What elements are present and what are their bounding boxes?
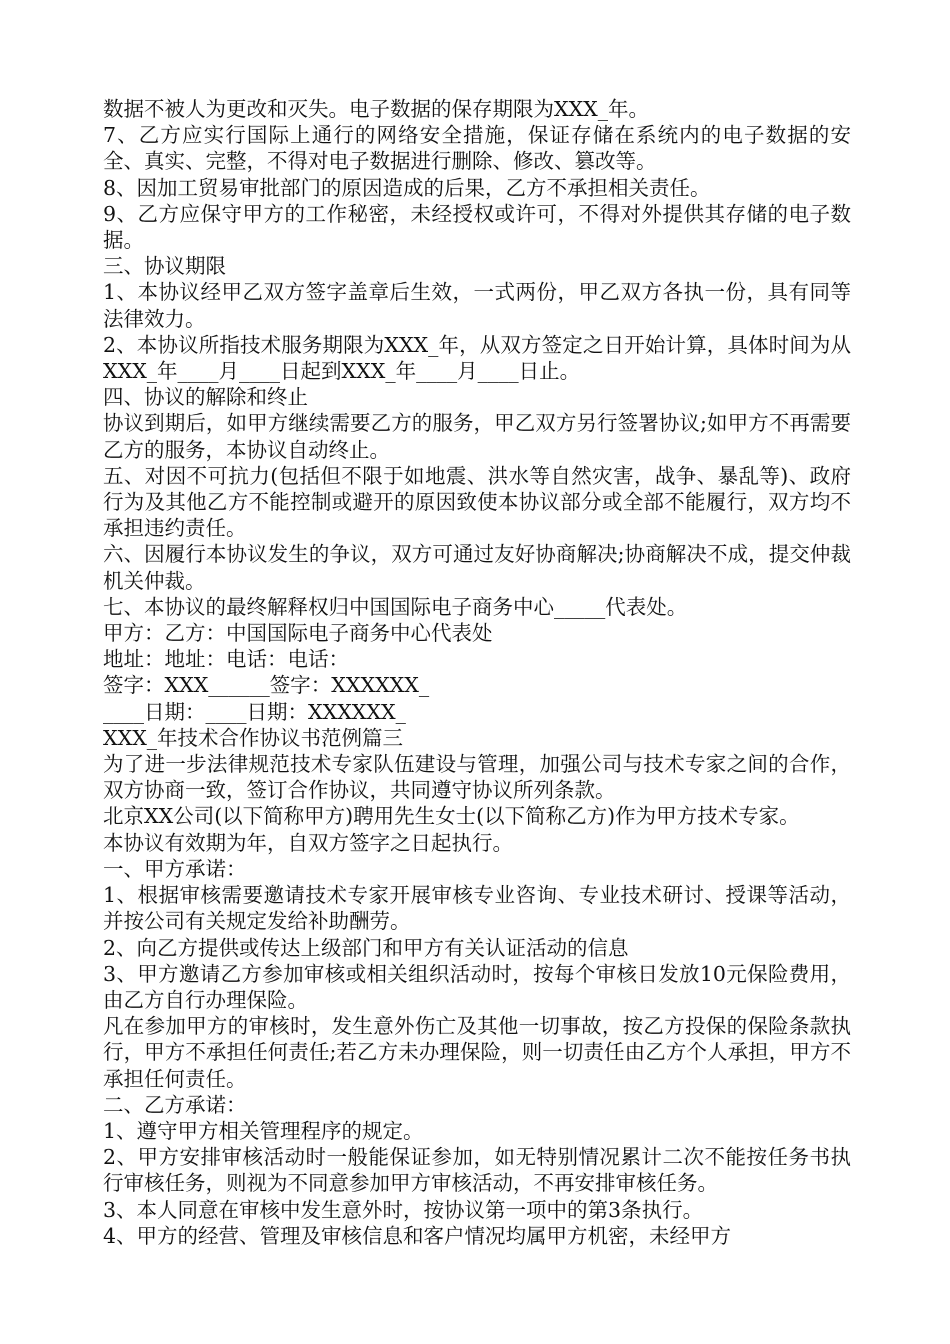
section-title-part-three: XXX_年技术合作协议书范例篇三 <box>103 725 404 750</box>
termination-paragraph: 协议到期后，如甲方继续需要乙方的服务，甲乙双方另行签署协议;如甲方不再需要乙方的服务，本协议自动终止。 <box>103 411 851 462</box>
section-seven-interpretation: 七、本协议的最终解释权归中国国际电子商务中心_____代表处。 <box>103 594 688 619</box>
parties-line: 甲方：乙方：中国国际电子商务中心代表处 <box>103 621 493 646</box>
term-clause-2: 2、本协议所指技术服务期限为XXX_年，从双方签定之日开始计算，具体时间为从XXX_年____月____日起到XXX_年____月____日止。 <box>103 332 851 384</box>
party-a-clause-1: 1、根据审核需要邀请技术专家开展审核专业咨询、专业技术研讨、授课等活动，并按公司有关规定发给补助酬劳。 <box>103 883 851 934</box>
section-six-disputes: 六、因履行本协议发生的争议，双方可通过友好协商解决;协商解决不成，提交仲裁机关仲裁。 <box>103 542 851 593</box>
section-five-force-majeure: 五、对因不可抗力(包括但不限于如地震、洪水等自然灾害，战争、暴乱等)、政府行为及其他乙方不能控制或避开的原因致使本协议部分或全部不能履行，双方均不承担违约责任。 <box>103 463 851 541</box>
date-line: ____日期：____日期：XXXXXX_ <box>103 699 406 724</box>
document-page <box>103 96 851 1249</box>
party-b-clause-3: 3、本人同意在审核中发生意外时，按协议第一项中的第3条执行。 <box>103 1197 704 1222</box>
address-phone-line: 地址：地址：电话：电话： <box>103 647 349 672</box>
clause-7-security: 7、乙方应实行国际上通行的网络安全措施，保证存储在系统内的电子数据的安全、真实、完整，不得对电子数据进行删除、修改、篡改等。 <box>103 123 851 174</box>
section-heading-term: 三、协议期限 <box>103 254 226 279</box>
intro-paragraph: 为了进一步法律规范技术专家队伍建设与管理，加强公司与技术专家之间的合作，双方协商一致，签订合作协议，共同遵守协议所列条款。 <box>103 752 851 803</box>
paragraph-data-retention: 数据不被人为更改和灭失。电子数据的保存期限为XXX_年。 <box>103 97 650 121</box>
section-heading-termination: 四、协议的解除和终止 <box>103 385 308 410</box>
section-heading-party-a: 一、甲方承诺： <box>103 856 247 881</box>
party-b-clause-1: 1、遵守甲方相关管理程序的规定。 <box>103 1118 424 1143</box>
clause-8-liability: 8、因加工贸易审批部门的原因造成的后果，乙方不承担相关责任。 <box>103 175 711 200</box>
section-heading-party-b: 二、乙方承诺： <box>103 1092 247 1117</box>
accident-paragraph: 凡在参加甲方的审核时，发生意外伤亡及其他一切事故，按乙方投保的保险条款执行，甲方不承担任何责任;若乙方未办理保险，则一切责任由乙方个人承担，甲方不承担任何责任。 <box>103 1014 851 1091</box>
party-a-clause-3: 3、甲方邀请乙方参加审核或相关组织活动时，按每个审核日发放10元保险费用，由乙方自行办理保险。 <box>103 961 851 1012</box>
validity-paragraph: 本协议有效期为年，自双方签字之日起执行。 <box>103 830 513 855</box>
party-b-clause-4: 4、甲方的经营、管理及审核信息和客户情况均属甲方机密，未经甲方 <box>103 1223 732 1248</box>
clause-9-confidentiality: 9、乙方应保守甲方的工作秘密，未经授权或许可，不得对外提供其存储的电子数据。 <box>103 201 851 253</box>
party-a-clause-2: 2、向乙方提供或传达上级部门和甲方有关认证活动的信息 <box>103 935 629 960</box>
signature-line: 签字：XXX______签字：XXXXXX_ <box>103 673 430 698</box>
party-b-clause-2: 2、甲方安排审核活动时一般能保证参加，如无特别情况累计二次不能按任务书执行审核任务，则视为不同意参加甲方审核活动，不再安排审核任务。 <box>103 1145 851 1196</box>
parties-definition: 北京XX公司(以下简称甲方)聘用先生女士(以下简称乙方)作为甲方技术专家。 <box>103 804 800 829</box>
term-clause-1: 1、本协议经甲乙双方签字盖章后生效，一式两份，甲乙双方各执一份，具有同等法律效力。 <box>103 280 851 331</box>
